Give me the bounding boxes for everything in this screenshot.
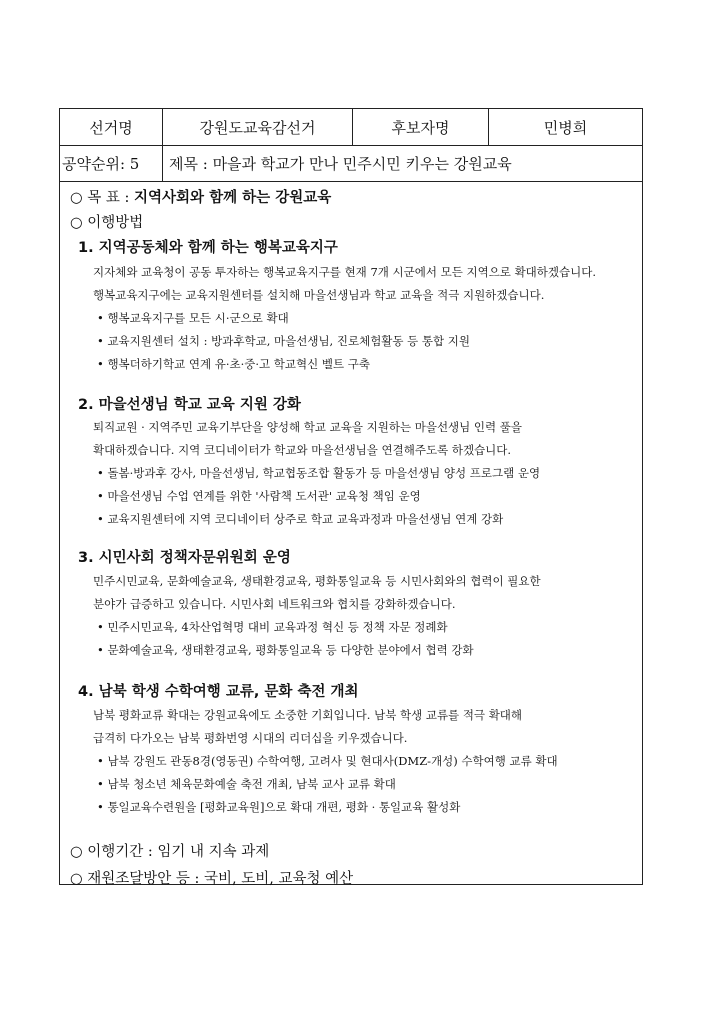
section-bullet: • 민주시민교육, 4차산업혁명 대비 교육과정 혁신 등 정책 자문 정례화 xyxy=(97,620,448,634)
section-heading: 2. 마을선생님 학교 교육 지원 강화 xyxy=(78,397,301,413)
goal-line xyxy=(70,186,331,207)
section-paragraph: 행복교육지구에는 교육지원센터를 설치해 마을선생님과 학교 교육을 적극 지원하겠습니다. xyxy=(93,288,545,302)
section-paragraph: 확대하겠습니다. 지역 코디네이터가 학교와 마을선생님을 연결해주도록 하겠습니다. xyxy=(93,443,512,457)
election-name: 강원도교육감선거 xyxy=(163,109,353,145)
section-bullet: • 돌봄·방과후 강사, 마을선생님, 학교협동조합 활동가 등 마을선생님 양성 프로그램 운영 xyxy=(97,466,541,480)
section-bullet: • 마을선생님 수업 연계를 위한 '사람책 도서관' 교육청 책임 운영 xyxy=(97,489,421,503)
election-label: 선거명 xyxy=(60,109,163,145)
pledge-rank: 공약순위: 5 xyxy=(60,146,163,181)
section-paragraph: 급격히 다가오는 남북 평화번영 시대의 리더십을 키우겠습니다. xyxy=(93,731,408,745)
section-bullet: • 문화예술교육, 생태환경교육, 평화통일교육 등 다양한 분야에서 협력 강화 xyxy=(97,643,474,657)
header-row-2 xyxy=(60,146,642,182)
section-bullet: • 교육지원센터 설치 : 방과후학교, 마을선생님, 진로체험활동 등 통합 지원 xyxy=(97,334,471,348)
section-heading: 3. 시민사회 정책자문위원회 운영 xyxy=(78,550,291,566)
method-label: ○ 이행방법 xyxy=(70,215,144,231)
section-heading: 4. 남북 학생 수학여행 교류, 문화 축전 개최 xyxy=(78,684,359,700)
section-paragraph: 민주시민교육, 문화예술교육, 생태환경교육, 평화통일교육 등 시민사회와의 협력이 필요한 xyxy=(93,574,541,588)
goal-prefix: ○ 목 표 : xyxy=(70,190,134,206)
section-bullet: • 교육지원센터에 지역 코디네이터 상주로 학교 교육과정과 마을선생님 연계 강화 xyxy=(97,512,504,526)
section-bullet: • 통일교육수련원을 [평화교육원]으로 확대 개편, 평화 · 통일교육 활성화 xyxy=(97,800,461,814)
funding-plan: ○ 재원조달방안 등 : 국비, 도비, 교육청 예산 xyxy=(70,871,354,887)
header-row-1 xyxy=(60,109,642,146)
section-bullet: • 행복교육지구를 모든 시·군으로 확대 xyxy=(97,311,289,325)
section-bullet: • 남북 강원도 관동8경(영동권) 수학여행, 고려사 및 현대사(DMZ-개성) 수학여행 교류 확대 xyxy=(97,754,558,768)
implementation-period: ○ 이행기간 : 임기 내 지속 과제 xyxy=(70,844,270,860)
pledge-title: 제목 : 마을과 학교가 만나 민주시민 키우는 강원교육 xyxy=(169,155,512,173)
candidate-label: 후보자명 xyxy=(353,109,489,145)
section-paragraph: 퇴직교원 · 지역주민 교육기부단을 양성해 학교 교육을 지원하는 마을선생님 인력 풀을 xyxy=(93,420,523,434)
section-paragraph: 남북 평화교류 확대는 강원교육에도 소중한 기회입니다. 남북 학생 교류를 적극 확대해 xyxy=(93,708,523,722)
section-paragraph: 지자체와 교육청이 공동 투자하는 행복교육지구를 현재 7개 시군에서 모든 지역으로 확대하겠습니다. xyxy=(93,265,596,279)
section-bullet: • 행복더하기학교 연계 유·초·중·고 학교혁신 벨트 구축 xyxy=(97,357,370,371)
candidate-name: 민병희 xyxy=(543,118,588,137)
section-paragraph: 분야가 급증하고 있습니다. 시민사회 네트워크와 협치를 강화하겠습니다. xyxy=(93,597,456,611)
pledge-body xyxy=(60,182,642,887)
section-bullet: • 남북 청소년 체육문화예술 축전 개최, 남북 교사 교류 확대 xyxy=(97,777,396,791)
section-heading: 1. 지역공동체와 함께 하는 행복교육지구 xyxy=(78,240,338,256)
goal-text: 지역사회와 함께 하는 강원교육 xyxy=(134,190,332,206)
pledge-document xyxy=(59,108,643,885)
